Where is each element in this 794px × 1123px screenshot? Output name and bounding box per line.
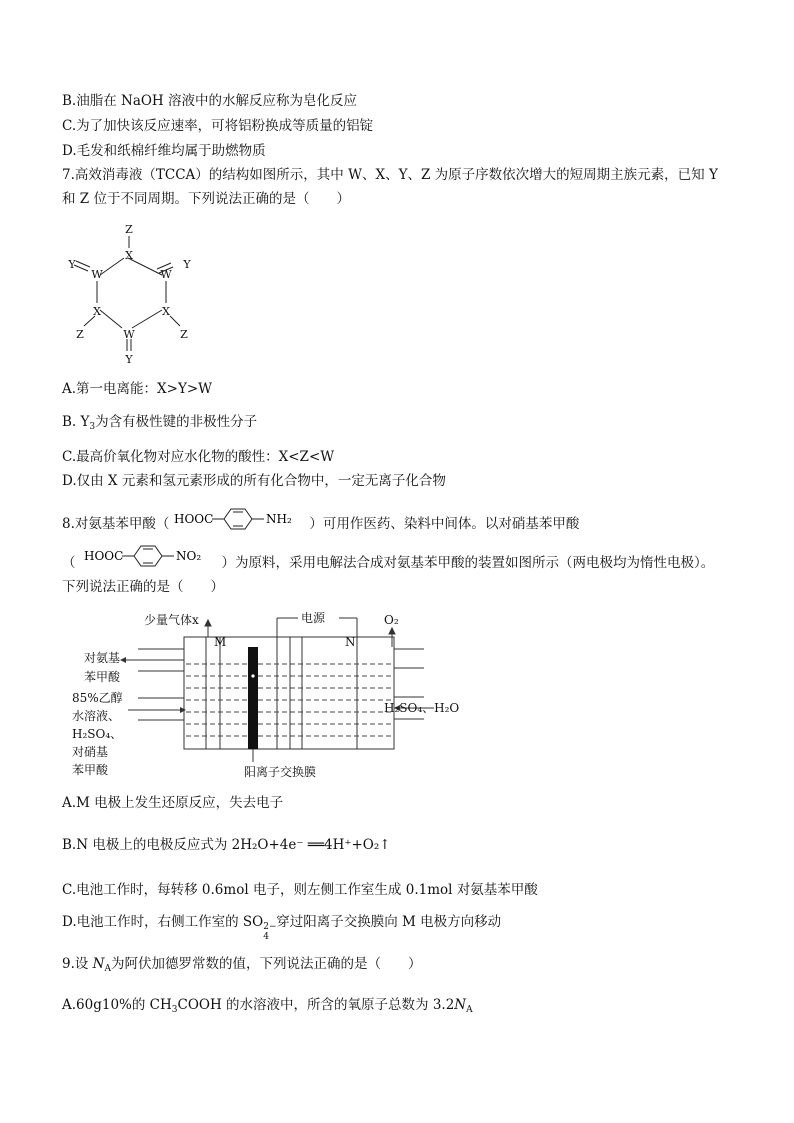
option-6d: D.毛发和纸棉纤维均属于助燃物质 [62, 143, 266, 159]
option-9a: A.60g10%的 $CH_3COOH$ 的水溶液中，所含的氧原子总数为 $3.2N_A$ [62, 997, 473, 1015]
power-source-label: 电源 [301, 611, 326, 625]
question-8-stem-3: 下列说法正确的是（ ） [62, 579, 224, 595]
right-feed-label: H₂SO₄、H₂O [384, 701, 460, 715]
atom-z-right: Z [180, 328, 188, 341]
option-8b: B.N 电极上的电极反应式为 2H₂O+4e⁻ ══4H⁺+O₂↑ [62, 837, 391, 853]
question-8-stem-2: （ ）为原料，采用电解法合成对氨基苯甲酸的装置如图所示（两电极均为惰性电极）。 [62, 555, 715, 571]
pnba-hooc-label: HOOC [84, 549, 124, 563]
atom-z-top: Z [125, 223, 133, 236]
option-7b: B. $Y_3$为含有极性键的非极性分子 [62, 414, 258, 432]
paba-hooc-label: HOOC [174, 512, 214, 526]
question-9-stem: 9.设 $N_A$为阿伏加德罗常数的值，下列说法正确的是（ ） [62, 956, 422, 974]
atom-w-right: W [160, 268, 172, 281]
pnba-structure [82, 539, 232, 579]
feed-label-3: H₂SO₄、 [72, 727, 123, 741]
atom-y-right: Y [183, 258, 191, 271]
option-6c: C.为了加快该反应速率，可将铝粉换成等质量的铝锭 [62, 118, 374, 134]
feed-label-5: 苯甲酸 [72, 763, 109, 777]
electrode-m-label: M [214, 635, 227, 649]
atom-w-bottom: W [123, 328, 135, 341]
atom-y-left: Y [68, 258, 76, 271]
question-7-stem-1: 7.高效消毒液（TCCA）的结构如图所示，其中 W、X、Y、Z 为原子序数依次增大的短周期主族元素，已知 Y [62, 167, 718, 183]
option-8a: A.M 电极上发生还原反应，失去电子 [62, 795, 284, 811]
paba-structure [172, 502, 310, 542]
cation-exchange-membrane [248, 647, 258, 749]
option-7d: D.仅由 X 元素和氢元素形成的所有化合物中，一定无离子化合物 [62, 473, 446, 489]
gas-x-label: 少量气体x [144, 613, 199, 627]
atom-z-left: Z [76, 328, 84, 341]
option-8d: D.电池工作时，右侧工作室的 SO 2− 4 穿过阳离子交换膜向 M 电极方向移动 [62, 914, 502, 942]
option-7a: A.第一电离能：X>Y>W [62, 381, 213, 397]
product-label-1: 对氨基 [84, 651, 121, 665]
paba-nh2-label: NH₂ [266, 512, 292, 526]
pnba-no2-label: NO₂ [176, 549, 202, 563]
feed-label-1: 85%乙醇 [72, 691, 123, 705]
option-7c: C.最高价氧化物对应水化物的酸性：X<Z<W [62, 449, 335, 465]
membrane-label: 阳离子交换膜 [244, 765, 317, 779]
electrolysis-cell-diagram [66, 604, 476, 782]
product-label-2: 苯甲酸 [84, 670, 121, 684]
tcca-structure-diagram [60, 218, 210, 368]
atom-x-left: X [93, 305, 101, 318]
question-7-stem-2: 和 Z 位于不同周期。下列说法正确的是（ ） [62, 191, 350, 207]
option-6b: B.油脂在 NaOH 溶液中的水解反应称为皂化反应 [62, 93, 357, 109]
feed-label-4: 对硝基 [72, 745, 109, 759]
atom-x-right: X [162, 305, 170, 318]
electrode-n-label: N [345, 635, 356, 649]
option-8c: C.电池工作时，每转移 0.6mol 电子，则左侧工作室生成 0.1mol 对氨基苯甲酸 [62, 882, 538, 898]
question-8-stem-1: 8.对氨基苯甲酸（ ）可用作医药、染料中间体。以对硝基苯甲酸 [62, 516, 580, 532]
atom-x-top: X [125, 249, 133, 262]
atom-w-left: W [91, 268, 103, 281]
feed-label-2: 水溶液、 [72, 709, 121, 723]
oxygen-label: O₂ [384, 613, 399, 627]
atom-y-bottom: Y [125, 353, 133, 366]
